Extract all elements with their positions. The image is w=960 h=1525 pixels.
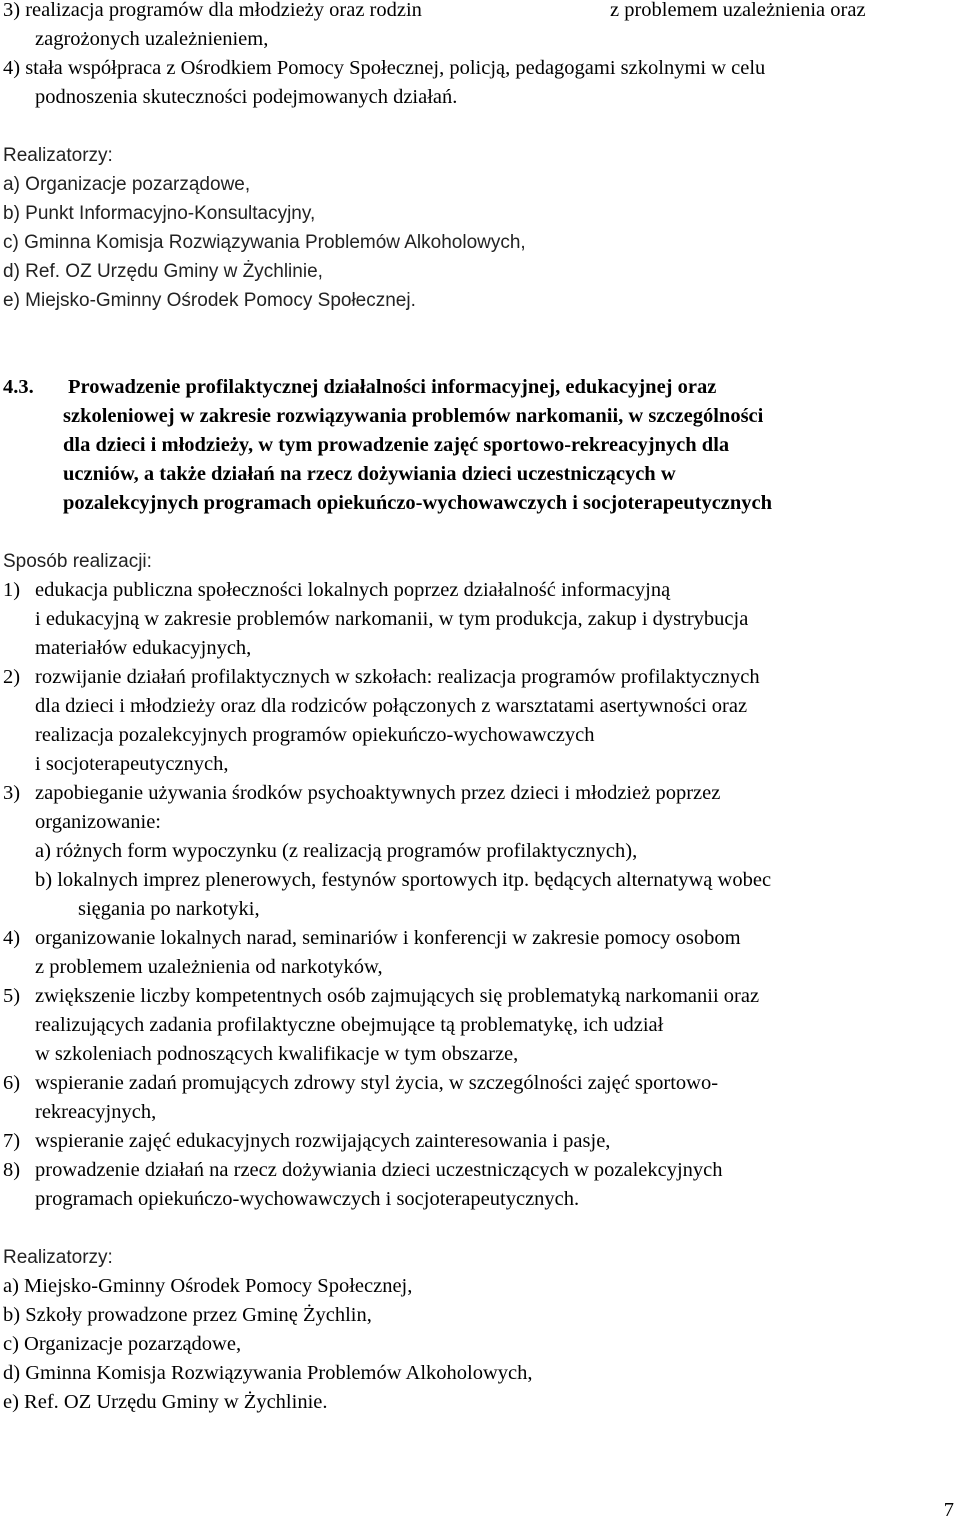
method-item-2-line-3: realizacja pozalekcyjnych programów opiekuńczo-wychowawczych: [35, 724, 595, 746]
realizers-2-item-d: d) Gminna Komisja Rozwiązywania Problemów Alkoholowych,: [3, 1362, 533, 1384]
realizers-1-item-d: d) Ref. OZ Urzędu Gminy w Żychlinie,: [3, 261, 323, 282]
method-item-8-number: 8): [3, 1159, 21, 1181]
method-item-1-line-1: edukacja publiczna społeczności lokalnych poprzez działalność informacyjną: [35, 579, 671, 601]
realizers-1-item-c: c) Gminna Komisja Rozwiązywania Problemów Alkoholowych,: [3, 232, 526, 253]
method-item-4-line-2: z problemem uzależnienia od narkotyków,: [35, 956, 383, 978]
method-item-5-line-2: realizujących zadania profilaktyczne obejmujące tą problematykę, ich udział: [35, 1014, 664, 1036]
realizers-1-item-a: a) Organizacje pozarządowe,: [3, 174, 251, 195]
realizers-2-item-b: b) Szkoły prowadzone przez Gminę Żychlin,: [3, 1304, 372, 1326]
section-heading-line-4: uczniów, a także działań na rzecz dożywiania dzieci uczestniczących w: [63, 463, 676, 485]
method-item-6-number: 6): [3, 1072, 21, 1094]
realizers-2-item-c: c) Organizacje pozarządowe,: [3, 1333, 242, 1355]
method-item-3-line-2: organizowanie:: [35, 811, 161, 833]
section-heading-line-1: Prowadzenie profilaktycznej działalności informacyjnej, edukacyjnej oraz: [68, 376, 717, 398]
item-4-line-2: podnoszenia skuteczności podejmowanych działań.: [35, 86, 458, 108]
method-item-7-number: 7): [3, 1130, 21, 1152]
realizers-2-item-a: a) Miejsko-Gminny Ośrodek Pomocy Społecznej,: [3, 1275, 413, 1297]
method-item-3-sub-a: a) różnych form wypoczynku (z realizacją programów profilaktycznych),: [35, 840, 638, 862]
section-heading-line-3: dla dzieci i młodzieży, w tym prowadzenie zajęć sportowo-rekreacyjnych dla: [63, 434, 730, 456]
method-item-5-line-1: zwiększenie liczby kompetentnych osób zajmujących się problematyką narkomanii oraz: [35, 985, 760, 1007]
method-item-4-number: 4): [3, 927, 21, 949]
item-3-line-1b: z problemem uzależnienia oraz: [610, 0, 866, 21]
method-item-4-line-1: organizowanie lokalnych narad, seminariów i konferencji w zakresie pomocy osobom: [35, 927, 741, 949]
realizers-2-item-e: e) Ref. OZ Urzędu Gminy w Żychlinie.: [3, 1391, 328, 1413]
method-item-3-sub-b-line-2: sięgania po narkotyki,: [78, 898, 260, 920]
method-item-3-number: 3): [3, 782, 21, 804]
method-item-1-number: 1): [3, 579, 21, 601]
method-item-3-sub-b-line-1: b) lokalnych imprez plenerowych, festynów sportowych itp. będących alternatywą wobec: [35, 869, 772, 891]
method-item-5-number: 5): [3, 985, 21, 1007]
method-item-5-line-3: w szkoleniach podnoszących kwalifikacje w tym obszarze,: [35, 1043, 519, 1065]
item-3-line-1a: 3) realizacja programów dla młodzieży oraz rodzin: [3, 0, 422, 21]
realizers-1-item-b: b) Punkt Informacyjno-Konsultacyjny,: [3, 203, 316, 224]
item-3-line-2: zagrożonych uzależnieniem,: [35, 28, 269, 50]
method-item-8-line-2: programach opiekuńczo-wychowawczych i socjoterapeutycznych.: [35, 1188, 580, 1210]
section-number: 4.3.: [3, 376, 34, 398]
method-item-2-line-4: i socjoterapeutycznych,: [35, 753, 229, 775]
method-item-8-line-1: prowadzenie działań na rzecz dożywiania dzieci uczestniczących w pozalekcyjnych: [35, 1159, 723, 1181]
method-item-6-line-1: wspieranie zadań promujących zdrowy styl życia, w szczególności zajęć sportowo-: [35, 1072, 719, 1094]
method-heading: Sposób realizacji:: [3, 551, 152, 572]
section-heading-line-5: pozalekcyjnych programach opiekuńczo-wychowawczych i socjoterapeutycznych: [63, 492, 773, 514]
method-item-1-line-2: i edukacyjną w zakresie problemów narkomanii, w tym produkcja, zakup i dystrybucja: [35, 608, 749, 630]
method-item-1-line-3: materiałów edukacyjnych,: [35, 637, 252, 659]
realizers-1-item-e: e) Miejsko-Gminny Ośrodek Pomocy Społecznej.: [3, 290, 416, 311]
method-item-2-number: 2): [3, 666, 21, 688]
realizers-1-heading: Realizatorzy:: [3, 145, 113, 166]
method-item-2-line-1: rozwijanie działań profilaktycznych w szkołach: realizacja programów profilaktycznych: [35, 666, 760, 688]
method-item-7-line-1: wspieranie zajęć edukacyjnych rozwijających zainteresowania i pasje,: [35, 1130, 611, 1152]
page-number: 7: [943, 1499, 954, 1521]
method-item-2-line-2: dla dzieci i młodzieży oraz dla rodziców połączonych z warsztatami asertywności oraz: [35, 695, 748, 717]
section-heading-line-2: szkoleniowej w zakresie rozwiązywania problemów narkomanii, w szczególności: [63, 405, 764, 427]
method-item-3-line-1: zapobieganie używania środków psychoaktywnych przez dzieci i młodzież poprzez: [35, 782, 721, 804]
method-item-6-line-2: rekreacyjnych,: [35, 1101, 157, 1123]
realizers-2-heading: Realizatorzy:: [3, 1247, 113, 1268]
item-4-line-1: 4) stała współpraca z Ośrodkiem Pomocy Społecznej, policją, pedagogami szkolnymi w celu: [3, 57, 766, 79]
